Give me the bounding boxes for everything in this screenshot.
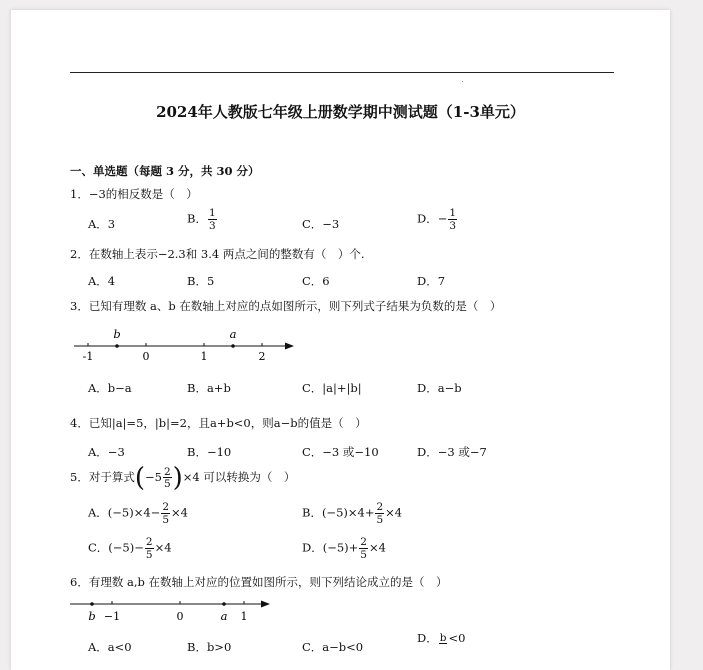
option-4d[interactable]: D．−3 或−7 bbox=[417, 445, 487, 459]
axis-arrow bbox=[261, 601, 270, 608]
tick-label-b: b bbox=[88, 609, 96, 623]
tick-label: −1 bbox=[103, 610, 121, 623]
option-label: D． bbox=[417, 631, 438, 645]
option-6c[interactable]: C．a−b<0 bbox=[302, 640, 364, 654]
option-4c[interactable]: C．−3 或−10 bbox=[302, 445, 379, 459]
page-speck bbox=[462, 81, 463, 82]
option-2a[interactable]: A．4 bbox=[88, 274, 116, 288]
option-5a[interactable] bbox=[88, 502, 188, 525]
option-2c[interactable]: C．6 bbox=[302, 274, 330, 288]
question-stem-end: ×4 可以转换为（ ） bbox=[182, 470, 296, 484]
question-stem: 对于算式 bbox=[88, 470, 135, 484]
option-text: ×4 bbox=[171, 505, 188, 520]
option-4b[interactable]: B．−10 bbox=[187, 445, 232, 459]
document-page bbox=[11, 10, 670, 670]
question-6 bbox=[70, 574, 448, 590]
option-5c[interactable] bbox=[88, 537, 172, 560]
mixed-whole: −5 bbox=[144, 470, 162, 484]
question-1 bbox=[70, 186, 198, 202]
option-text: ×4 bbox=[385, 505, 403, 520]
option-5d[interactable] bbox=[302, 537, 386, 560]
point-b bbox=[90, 602, 94, 606]
question-number: 2． bbox=[70, 247, 89, 261]
option-3b[interactable]: B．a+b bbox=[187, 381, 231, 395]
question-number: 3． bbox=[70, 299, 89, 313]
fraction: $\frac{1}{3}$ bbox=[449, 207, 457, 232]
fraction: $\frac{2}{5}$ bbox=[162, 501, 170, 526]
question-3 bbox=[70, 298, 501, 314]
question-stem: 在数轴上表示−2.3和 3.4 两点之间的整数有（ ）个. bbox=[88, 247, 365, 261]
option-text: B．(−5)×4+ bbox=[302, 505, 375, 520]
option-4a[interactable]: A．−3 bbox=[88, 445, 125, 459]
number-line-q3 bbox=[70, 324, 302, 364]
option-3a[interactable]: A．b−a bbox=[88, 381, 132, 395]
option-text: <0 bbox=[448, 631, 466, 645]
question-number: 4． bbox=[70, 416, 89, 430]
option-1a[interactable]: A．3 bbox=[88, 217, 116, 231]
question-2 bbox=[70, 246, 365, 262]
axis-arrow bbox=[285, 343, 294, 350]
option-2b[interactable]: B．5 bbox=[187, 274, 215, 288]
question-number: 6． bbox=[70, 575, 89, 589]
option-text: A．(−5)×4− bbox=[88, 505, 161, 520]
option-6a[interactable]: A．a<0 bbox=[88, 640, 132, 654]
tick-label: -1 bbox=[82, 350, 94, 363]
fraction: $\frac{2}{5}$ bbox=[376, 501, 384, 526]
point-label-a: a bbox=[229, 327, 237, 341]
option-text: C．(−5)− bbox=[88, 540, 144, 555]
question-stem: 已知有理数 a、b 在数轴上对应的点如图所示，则下列式子结果为负数的是（ ） bbox=[88, 299, 502, 313]
option-5b[interactable] bbox=[302, 502, 402, 525]
fraction: $\frac{2}{5}$ bbox=[145, 536, 153, 561]
option-text: ×4 bbox=[154, 540, 172, 555]
number-line-q6 bbox=[70, 595, 280, 625]
option-1c[interactable]: C．−3 bbox=[302, 217, 340, 231]
option-label: D．− bbox=[417, 211, 448, 226]
option-6b[interactable]: B．b>0 bbox=[187, 640, 232, 654]
tick-label: 2 bbox=[258, 350, 266, 363]
page-title: 2024年人教版七年级上册数学期中测试题（1-3单元） bbox=[156, 103, 525, 121]
option-6d[interactable] bbox=[417, 630, 465, 646]
fraction: $\frac{1}{3}$ bbox=[208, 207, 216, 232]
tick-label: 1 bbox=[240, 610, 248, 623]
header-rule bbox=[70, 72, 614, 73]
left-paren: ( bbox=[134, 463, 145, 493]
option-text: D．(−5)+ bbox=[302, 540, 359, 555]
fraction: b bbox=[439, 631, 447, 644]
right-paren: ) bbox=[172, 463, 183, 493]
tick-label: 0 bbox=[176, 610, 184, 623]
question-stem: −3的相反数是（ ） bbox=[88, 187, 198, 201]
question-stem: 已知|a|=5，|b|=2，且a+b<0，则a−b的值是（ ） bbox=[88, 416, 367, 430]
option-1b[interactable] bbox=[187, 208, 218, 231]
tick-label: 1 bbox=[200, 350, 208, 363]
option-3c[interactable]: C．|a|+|b| bbox=[302, 381, 362, 395]
question-stem: 有理数 a,b 在数轴上对应的位置如图所示，则下列结论成立的是（ ） bbox=[88, 575, 448, 589]
option-2d[interactable]: D．7 bbox=[417, 274, 446, 288]
tick-label: 0 bbox=[142, 350, 150, 363]
question-number: 5． bbox=[70, 470, 89, 484]
option-1d[interactable] bbox=[417, 208, 458, 231]
point-a bbox=[222, 602, 226, 606]
option-label: B． bbox=[187, 211, 207, 226]
question-number: 1． bbox=[70, 187, 89, 201]
fraction: $\frac{2}{5}$ bbox=[163, 465, 171, 490]
tick-label-a: a bbox=[220, 609, 228, 623]
section-heading: 一、单选题（每题 3 分，共 30 分） bbox=[70, 164, 260, 178]
option-3d[interactable]: D．a−b bbox=[417, 381, 462, 395]
option-text: ×4 bbox=[368, 540, 386, 555]
point-b bbox=[115, 344, 119, 348]
question-4 bbox=[70, 415, 367, 431]
point-label-b: b bbox=[113, 327, 121, 341]
question-5 bbox=[70, 465, 295, 491]
fraction: $\frac{2}{5}$ bbox=[360, 536, 367, 561]
point-a bbox=[231, 344, 235, 348]
